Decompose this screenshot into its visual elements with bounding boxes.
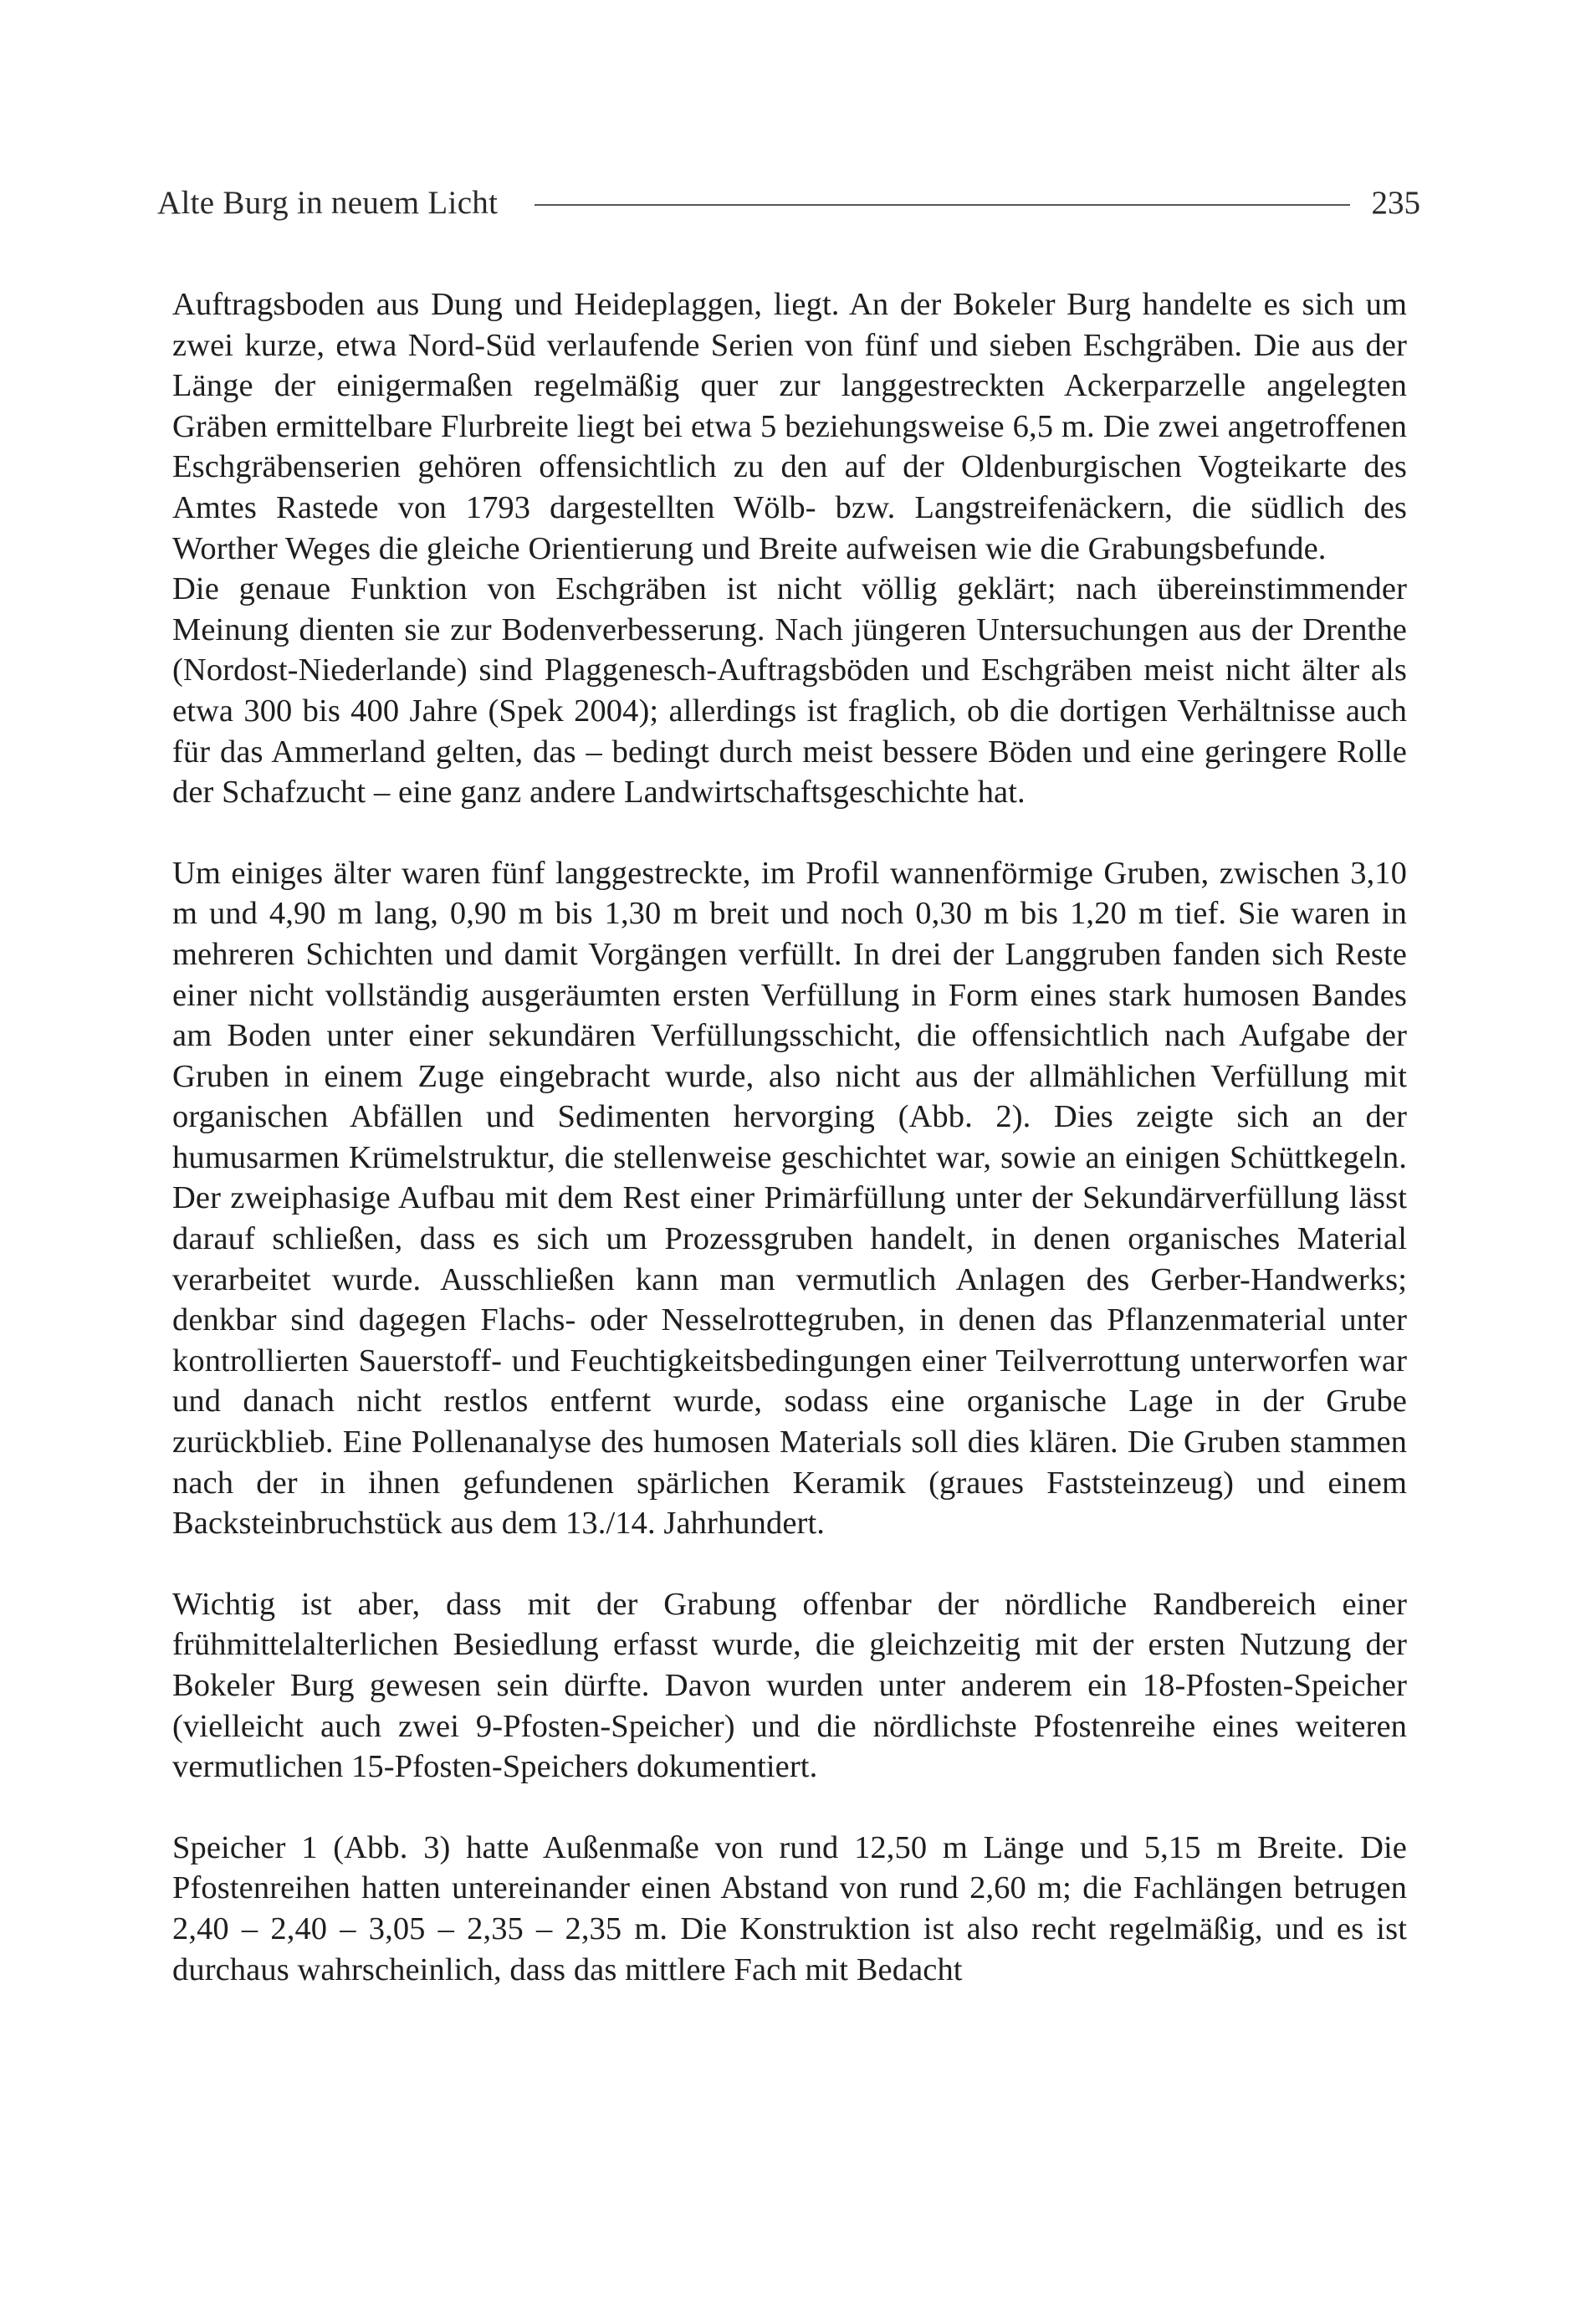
paragraph-eschgraeben-funktion: Die genaue Funktion von Eschgräben ist nicht völlig geklärt; nach übereinstimmender Meinung dienten sie zur Bodenverbesserung. Nach jüngeren Untersuchungen aus der Drenthe (Nordost-Niederlande) sind Plaggenesch-Auftragsböden und Eschgräben meist nicht älter als etwa 300 bis 400 Jahre (Spek 2004); allerdings ist fraglich, ob die dortigen Verhältnisse auch für das Ammerland gelten, das – bedingt durch meist bessere Böden und eine geringere Rolle der Schafzucht – eine ganz andere Landwirtschaftsgeschichte hat. [172,571,1407,811]
running-header [157,177,1420,228]
paragraph-besiedlung: Wichtig ist aber, dass mit der Grabung offenbar der nördliche Randbereich einer frühmittelalterlichen Besiedlung erfasst wurde, die gleichzeitig mit der ersten Nutzung der Bokeler Burg gewesen sein dürfte. Davon wurden unter anderem ein 18-Pfosten-Speicher (vielleicht auch zwei 9-Pfosten-Speicher) und die nördlichste Pfostenreihe eines weiteren vermutlichen 15-Pfosten-Speichers dokumentiert. [172,1586,1407,1785]
running-title: Alte Burg in neuem Licht [157,184,499,221]
paragraph-langgruben: Um einiges älter waren fünf langgestreckte, im Profil wannenförmige Gruben, zwischen 3,10 m und 4,90 m lang, 0,90 m bis 1,30 m breit und noch 0,30 m bis 1,20 m tief. Sie waren in mehreren Schichten und damit Vorgängen verfüllt. In drei der Langgruben fanden sich Reste einer nicht vollständig ausgeräumten ersten Verfüllung in Form eines stark humosen Bandes am Boden unter einer sekundären Verfüllungsschicht, die offensichtlich nach Aufgabe der Gruben in einem Zuge eingebracht wurde, also nicht aus der allmählichen Verfüllung mit organischen Abfällen und Sedimenten hervorging (Abb. 2). Dies zeigte sich an der humusarmen Krümelstruktur, die stellenweise geschichtet war, sowie an einigen Schüttkegeln. Der zweiphasige Aufbau mit dem Rest einer Primärfüllung unter der Sekundärverfüllung lässt darauf schließen, dass es sich um Prozessgruben handelt, in denen organisches Material verarbeitet wurde. Ausschließen kann man vermutlich Anlagen des Gerber-Handwerks; denkbar sind dagegen Flachs- oder Nesselrottegruben, in denen das Pflanzenmaterial unter kontrollierten Sauerstoff- und Feuchtigkeitsbedingungen einer Teilverrottung unterworfen war und danach nicht restlos entfernt wurde, sodass eine organische Lage in der Grube zurückblieb. Eine Pollenanalyse des humosen Materials soll dies klären. Die Gruben stammen nach der in ihnen gefundenen spärlichen Keramik (graues Faststeinzeug) und einem Backsteinbruchstück aus dem 13./14. Jahrhundert. [172,855,1407,1542]
paragraph-speicher-1: Speicher 1 (Abb. 3) hatte Außenmaße von rund 12,50 m Länge und 5,15 m Breite. Die Pfostenreihen hatten untereinander einen Abstand von rund 2,60 m; die Fachlängen betrugen 2,40 – 2,40 – 3,05 – 2,35 – 2,35 m. Die Konstruktion ist also recht regelmäßig, und es ist durchaus wahrscheinlich, dass das mittlere Fach mit Bedacht [172,1829,1407,1987]
body-text [172,284,1407,1990]
page-number: 235 [1371,184,1420,221]
header-rule [535,204,1349,206]
paragraph-eschgraeben-serien: Auftragsboden aus Dung und Heideplaggen, liegt. An der Bokeler Burg handelte es sich um zwei kurze, etwa Nord-Süd verlaufende Serien von fünf und sieben Eschgräben. Die aus der Länge der einigermaßen regelmäßig quer zur langgestreckten Ackerparzelle angelegten Gräben ermittelbare Flurbreite liegt bei etwa 5 beziehungsweise 6,5 m. Die zwei angetroffenen Eschgräbenserien gehören offensichtlich zu den auf der Oldenburgischen Vogteikarte des Amtes Rastede von 1793 dargestellten Wölb- bzw. Langstreifenäckern, die südlich des Worther Weges die gleiche Orientierung und Breite aufweisen wie die Grabungsbefunde. [172,287,1407,566]
